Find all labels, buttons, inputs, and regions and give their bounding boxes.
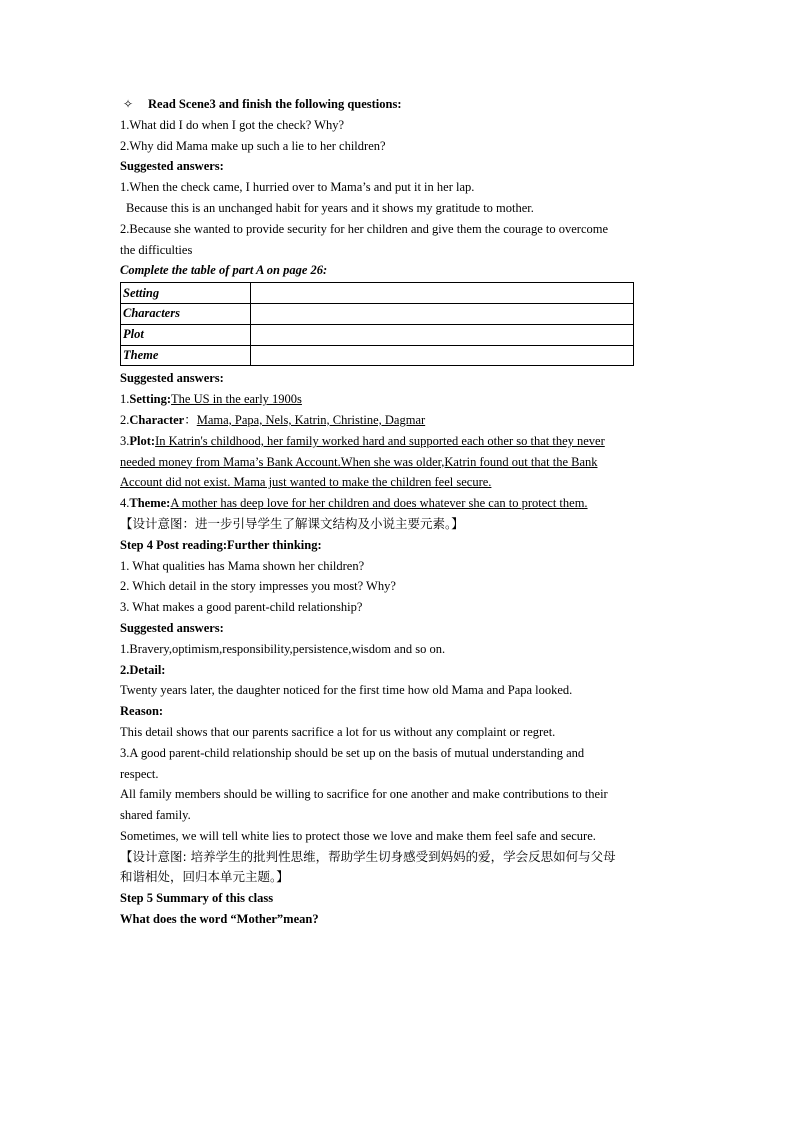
step4-heading: Step 4 Post reading:Further thinking: xyxy=(120,537,322,552)
answer-plot-line3 xyxy=(120,472,680,493)
scene3-heading: Read Scene3 and finish the following questions: xyxy=(148,97,402,111)
step4-question-1: 1. What qualities has Mama shown her children? xyxy=(120,558,365,573)
answer-plot-line1 xyxy=(120,431,680,452)
step4-answer-3-line4: shared family. xyxy=(120,808,191,823)
answer-plot-text-2: needed money from Mama’s Bank Account.When she was older,Katrin found out that the Bank xyxy=(120,454,598,469)
design-note-2-line1: 【设计意图: 培养学生的批判性思维，帮助学生切身感受到妈妈的爱，学会反思如何与父母 xyxy=(120,848,616,864)
answer-character-colon: ： xyxy=(184,411,197,427)
table-cell-theme: Theme xyxy=(121,345,251,366)
answer-character xyxy=(120,410,680,431)
table-cell-empty[interactable] xyxy=(251,324,634,345)
table-row xyxy=(121,303,634,324)
table-cell-characters: Characters xyxy=(121,303,251,324)
answer-character-label: Character xyxy=(129,412,185,427)
step4-suggested-label: Suggested answers: xyxy=(120,620,224,635)
scene3-answer-1-reason: Because this is an unchanged habit for years and it shows my gratitude to mother. xyxy=(126,200,534,215)
table-cell-empty[interactable] xyxy=(251,303,634,324)
story-elements-table xyxy=(120,282,634,366)
scene3-question-1: 1.What did I do when I got the check? Why? xyxy=(120,117,344,132)
step4-question-3: 3. What makes a good parent-child relationship? xyxy=(120,600,363,615)
answer-setting-label: Setting: xyxy=(129,392,172,407)
answer-theme-value: A mother has deep love for her children and does whatever she can to protect them. xyxy=(170,496,588,511)
step4-question-2: 2. Which detail in the story impresses you most? Why? xyxy=(120,579,396,594)
scene3-heading-row xyxy=(120,94,680,115)
answer-theme-prefix: 4. xyxy=(120,496,130,511)
scene3-answer-2-line1: 2.Because she wanted to provide security for her children and give them the courage to overcome xyxy=(120,221,609,236)
answer-character-prefix: 2. xyxy=(120,412,130,427)
answer-setting xyxy=(120,389,680,410)
answer-theme xyxy=(120,493,680,514)
step4-answer-3-line2: respect. xyxy=(120,766,159,781)
step4-answer-3-line5: Sometimes, we will tell white lies to protect those we love and make them feel safe and secure. xyxy=(120,828,596,843)
answer-plot-text-1: In Katrin's childhood, her family worked hard and supported each other so that they never xyxy=(155,433,605,448)
answer-plot-prefix: 3. xyxy=(120,433,130,448)
table-cell-plot: Plot xyxy=(121,324,251,345)
answer-plot-label: Plot: xyxy=(129,433,156,448)
step4-reason-text: This detail shows that our parents sacrifice a lot for us without any complaint or regret. xyxy=(120,724,556,739)
scene3-answer-2-line2: the difficulties xyxy=(120,242,193,257)
scene3-answer-1: 1.When the check came, I hurried over to Mama’s and put it in her lap. xyxy=(120,180,475,195)
table-row xyxy=(121,324,634,345)
answer-setting-prefix: 1. xyxy=(120,392,130,407)
step4-reason-label: Reason: xyxy=(120,704,164,719)
diamond-bullet-icon: ✧ xyxy=(122,97,134,111)
step5-question: What does the word “Mother”mean? xyxy=(120,912,319,927)
step5-heading: Step 5 Summary of this class xyxy=(120,891,274,906)
answer-setting-value: The US in the early 1900s xyxy=(171,392,302,407)
step4-answer-1: 1.Bravery,optimism,responsibility,persistence,wisdom and so on. xyxy=(120,641,446,656)
table-row xyxy=(121,283,634,304)
answer-plot-line2 xyxy=(120,452,680,473)
scene3-suggested-label: Suggested answers: xyxy=(120,159,224,174)
design-note-1: 【设计意图：进一步引导学生了解课文结构及小说主要元素。】 xyxy=(120,515,464,531)
answers-label: Suggested answers: xyxy=(120,371,224,386)
table-cell-setting: Setting xyxy=(121,283,251,304)
step4-detail-text: Twenty years later, the daughter noticed for the first time how old Mama and Papa looked. xyxy=(120,683,573,698)
step4-detail-label: 2.Detail: xyxy=(120,662,166,677)
step4-answer-3-line3: All family members should be willing to sacrifice for one another and make contributions to their xyxy=(120,787,608,802)
design-note-2-line2: 和谐相处，回归本单元主题。】 xyxy=(120,869,289,885)
answer-plot-text-3: Account did not exist. Mama just wanted to make the children feel secure. xyxy=(120,475,492,490)
document-page xyxy=(120,94,680,930)
scene3-question-2: 2.Why did Mama make up such a lie to her children? xyxy=(120,138,386,153)
table-row xyxy=(121,345,634,366)
table-cell-empty[interactable] xyxy=(251,283,634,304)
table-cell-empty[interactable] xyxy=(251,345,634,366)
answer-theme-label: Theme: xyxy=(129,496,171,511)
table-heading: Complete the table of part A on page 26: xyxy=(120,263,328,278)
step4-answer-3-line1: 3.A good parent-child relationship should be set up on the basis of mutual understanding and xyxy=(120,745,585,760)
answer-character-value: Mama, Papa, Nels, Katrin, Christine, Dagmar xyxy=(196,412,426,427)
